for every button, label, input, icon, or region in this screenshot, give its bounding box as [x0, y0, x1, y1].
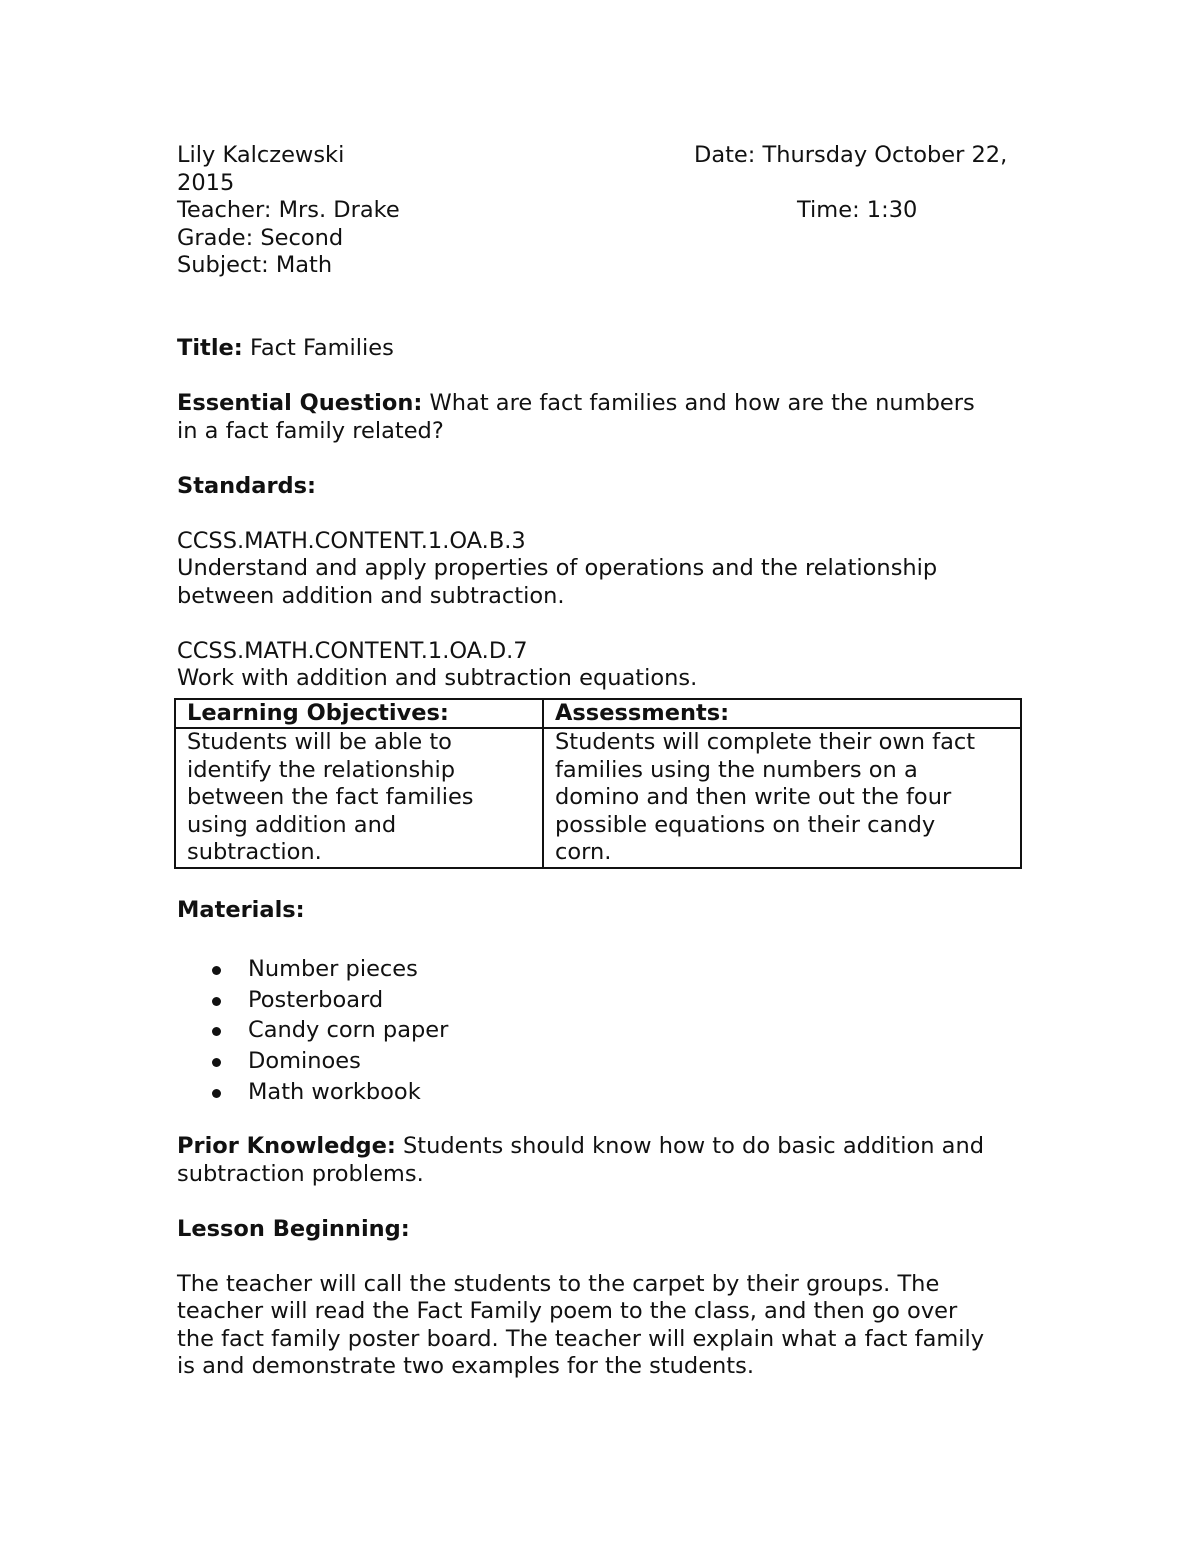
lesson-time: Time: 1:30	[797, 197, 918, 223]
essential-question-label: Essential Question:	[177, 390, 423, 416]
grade-level: Grade: Second	[177, 224, 344, 251]
lesson-beginning-line: the fact family poster board. The teacher will explain what a fact family	[177, 1325, 985, 1352]
list-item	[177, 985, 1037, 1016]
standards-heading	[177, 473, 1037, 501]
list-item	[177, 1077, 1037, 1108]
document-page	[177, 142, 1037, 1381]
assessment-line: Students will complete their own fact	[555, 729, 976, 755]
prior-knowledge-text-1: Students should know how to do basic addition and	[395, 1133, 985, 1160]
spacer	[177, 869, 1037, 897]
material-label: Candy corn paper	[248, 1017, 449, 1044]
objectives-assessments-table	[174, 698, 1022, 869]
lesson-beginning-heading	[177, 1216, 1037, 1244]
assessment-line: possible equations on their candy	[555, 811, 936, 838]
list-item	[177, 954, 1037, 985]
materials-list	[177, 954, 1037, 1107]
author-name: Lily Kalczewski	[177, 142, 345, 168]
essential-question-text-2: in a fact family related?	[177, 417, 444, 444]
standard-description: Understand and apply properties of operations and the relationship	[177, 555, 938, 581]
bullet-icon	[212, 1027, 221, 1036]
lesson-beginning-line: is and demonstrate two examples for the students.	[177, 1353, 754, 1380]
assessments-cell	[543, 728, 1021, 868]
materials-heading	[177, 897, 1037, 925]
bullet-icon	[212, 1089, 221, 1098]
table-header-objectives	[175, 699, 543, 729]
objective-line: Students will be able to	[187, 729, 452, 755]
standard-code: CCSS.MATH.CONTENT.1.OA.B.3	[177, 527, 526, 554]
standard-code: CCSS.MATH.CONTENT.1.OA.D.7	[177, 637, 528, 664]
spacer	[177, 500, 1037, 528]
spacer	[177, 1107, 1037, 1133]
table-header-row	[175, 699, 1021, 729]
table-header-assessments	[543, 699, 1021, 729]
prior-knowledge	[177, 1133, 1037, 1161]
prior-knowledge-label: Prior Knowledge:	[177, 1133, 396, 1160]
header-row-2	[177, 197, 1037, 225]
materials-label: Materials:	[177, 896, 305, 923]
material-label: Dominoes	[248, 1048, 361, 1075]
date-label: Date: Thursday October 22,	[694, 142, 1008, 168]
date-year: 2015	[177, 169, 235, 196]
standards-label: Standards:	[177, 472, 317, 499]
bullet-icon	[212, 997, 221, 1006]
spacer	[177, 307, 1037, 335]
spacer	[177, 363, 1037, 391]
material-label: Number pieces	[248, 956, 418, 982]
essential-question-text-1: What are fact families and how are the numbers	[422, 390, 975, 416]
essential-question	[177, 390, 1037, 418]
spacer	[177, 1188, 1037, 1216]
assessments-header-label: Assessments:	[555, 699, 730, 726]
spacer	[177, 280, 1037, 308]
title-label: Title:	[177, 335, 243, 361]
table-row	[175, 728, 1021, 868]
objectives-header-label: Learning Objectives:	[187, 699, 449, 726]
standard-description: between addition and subtraction.	[177, 582, 565, 609]
spacer	[177, 610, 1037, 638]
objective-line: identify the relationship	[187, 756, 456, 783]
title-value: Fact Families	[242, 335, 394, 361]
standard-description: Work with addition and subtraction equations.	[177, 665, 698, 691]
lesson-title	[177, 335, 1037, 363]
lesson-beginning-line: teacher will read the Fact Family poem to the class, and then go over	[177, 1298, 958, 1325]
bullet-icon	[212, 966, 221, 975]
list-item	[177, 1046, 1037, 1077]
subject: Subject: Math	[177, 252, 333, 278]
assessment-line: domino and then write out the four	[555, 784, 952, 810]
material-label: Posterboard	[248, 986, 384, 1013]
lesson-beginning-label: Lesson Beginning:	[177, 1215, 410, 1242]
assessment-line: families using the numbers on a	[555, 756, 918, 783]
spacer	[177, 924, 1037, 954]
objective-line: between the fact families	[187, 784, 474, 810]
spacer	[177, 445, 1037, 473]
material-label: Math workbook	[248, 1078, 421, 1105]
bullet-icon	[212, 1058, 221, 1067]
header-row-1	[177, 142, 1037, 170]
spacer	[177, 1243, 1037, 1271]
objective-line: subtraction.	[187, 839, 322, 865]
objectives-cell	[175, 728, 543, 868]
teacher-name: Teacher: Mrs. Drake	[177, 197, 400, 223]
objective-line: using addition and	[187, 811, 397, 838]
list-item	[177, 1015, 1037, 1046]
assessment-line: corn.	[555, 839, 612, 865]
lesson-beginning-line: The teacher will call the students to the carpet by their groups. The	[177, 1270, 940, 1297]
prior-knowledge-text-2: subtraction problems.	[177, 1160, 424, 1187]
